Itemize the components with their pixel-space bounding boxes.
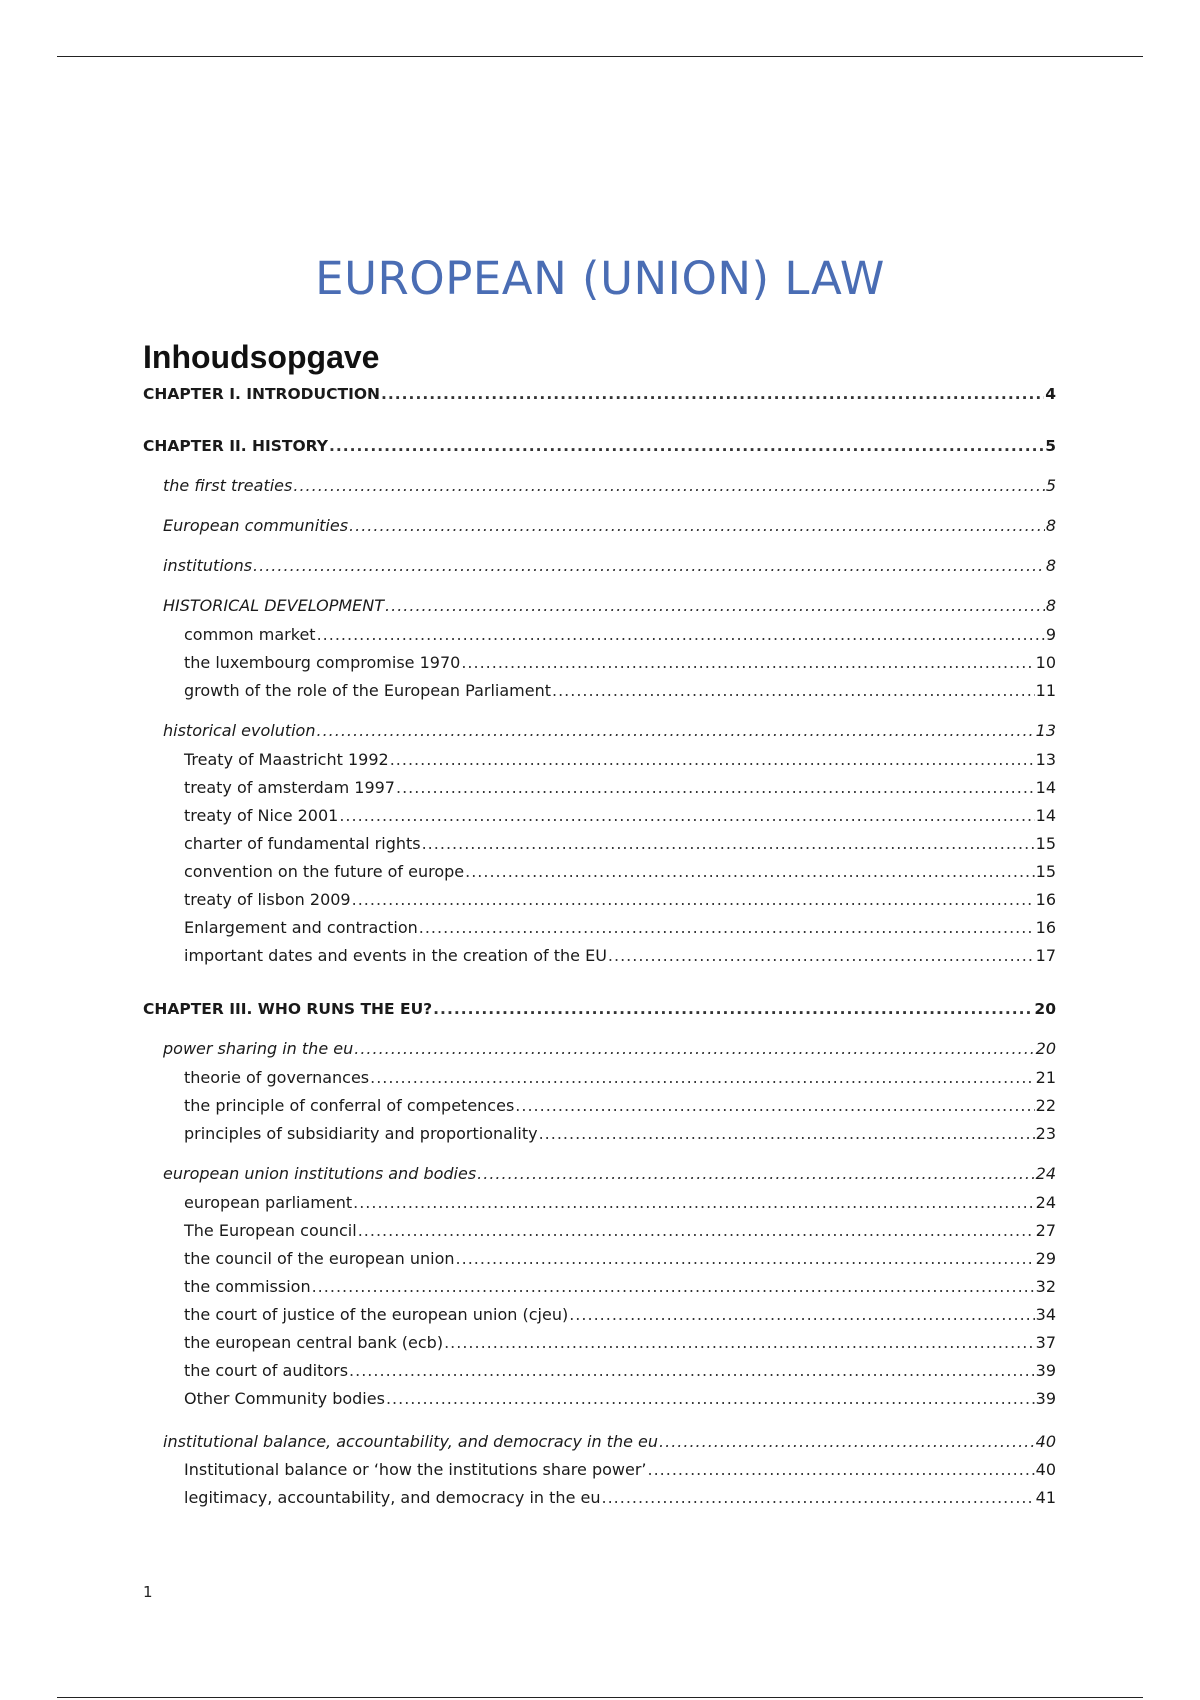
toc-entry[interactable] xyxy=(184,1221,1056,1241)
toc-entry-page: 16 xyxy=(1035,918,1056,937)
toc-entry-page: 13 xyxy=(1035,721,1056,740)
toc-entry[interactable] xyxy=(184,625,1056,645)
toc-entry[interactable] xyxy=(184,750,1056,770)
toc-entry-page: 14 xyxy=(1035,806,1056,825)
toc-entry[interactable] xyxy=(184,1333,1056,1353)
toc-leader xyxy=(433,999,1033,1019)
toc-entry-page: 16 xyxy=(1035,890,1056,909)
toc-entry-page: 10 xyxy=(1035,653,1056,672)
toc-heading: Inhoudsopgave xyxy=(143,338,380,375)
toc-entry-title: the luxembourg compromise 1970 xyxy=(184,653,461,672)
toc-leader xyxy=(515,1096,1034,1116)
toc-entry-page: 32 xyxy=(1035,1277,1056,1296)
toc-entry[interactable] xyxy=(184,834,1056,854)
toc-leader xyxy=(293,476,1044,496)
toc-entry-title: power sharing in the eu xyxy=(163,1039,354,1058)
toc-entry-title: CHAPTER II. HISTORY xyxy=(143,437,328,455)
toc-entry-title: institutions xyxy=(163,556,253,575)
toc-entry-title: charter of fundamental rights xyxy=(184,834,421,853)
toc-entry[interactable] xyxy=(184,1361,1056,1381)
toc-leader xyxy=(477,1164,1034,1184)
toc-entry[interactable] xyxy=(184,918,1056,938)
toc-entry[interactable] xyxy=(163,556,1056,576)
toc-entry-page: 15 xyxy=(1035,862,1056,881)
toc-entry[interactable] xyxy=(184,681,1056,701)
toc-leader xyxy=(349,516,1045,536)
toc-entry-page: 17 xyxy=(1035,946,1056,965)
toc-entry-page: 40 xyxy=(1035,1460,1056,1479)
toc-entry[interactable] xyxy=(184,1096,1056,1116)
toc-entry-page: 15 xyxy=(1035,834,1056,853)
toc-entry-page: 23 xyxy=(1035,1124,1056,1143)
toc-entry[interactable] xyxy=(184,806,1056,826)
toc-leader xyxy=(317,625,1045,645)
toc-leader xyxy=(370,1068,1035,1088)
toc-entry-page: 39 xyxy=(1035,1361,1056,1380)
toc-leader xyxy=(358,1221,1035,1241)
toc-entry-title: european union institutions and bodies xyxy=(163,1164,477,1183)
toc-entry-title: the european central bank (ecb) xyxy=(184,1333,444,1352)
toc-entry[interactable] xyxy=(143,384,1056,404)
toc-leader xyxy=(396,778,1035,798)
toc-leader xyxy=(339,806,1034,826)
toc-entry-title: theorie of governances xyxy=(184,1068,370,1087)
footer-rule xyxy=(57,1697,1143,1698)
toc-leader xyxy=(386,1389,1035,1409)
toc-entry[interactable] xyxy=(184,1124,1056,1144)
toc-entry-title: treaty of amsterdam 1997 xyxy=(184,778,395,797)
toc-entry-title: Other Community bodies xyxy=(184,1389,385,1408)
toc-leader xyxy=(349,1361,1035,1381)
toc-entry-title: Institutional balance or ‘how the institutions share power’ xyxy=(184,1460,647,1479)
header-rule xyxy=(57,56,1143,57)
toc-entry[interactable] xyxy=(163,476,1056,496)
toc-entry[interactable] xyxy=(184,778,1056,798)
toc-leader xyxy=(456,1249,1035,1269)
toc-entry-title: Treaty of Maastricht 1992 xyxy=(184,750,389,769)
toc-entry-page: 37 xyxy=(1035,1333,1056,1352)
toc-leader xyxy=(316,721,1034,741)
toc-entry-title: institutional balance, accountability, and democracy in the eu xyxy=(163,1432,659,1451)
toc-entry[interactable] xyxy=(184,653,1056,673)
toc-entry[interactable] xyxy=(184,1460,1056,1480)
toc-leader xyxy=(444,1333,1035,1353)
toc-entry-page: 40 xyxy=(1035,1432,1056,1451)
toc-entry-page: 5 xyxy=(1045,437,1056,455)
toc-entry-title: The European council xyxy=(184,1221,357,1240)
toc-leader xyxy=(608,946,1035,966)
toc-entry-title: the commission xyxy=(184,1277,311,1296)
toc-entry-title: treaty of lisbon 2009 xyxy=(184,890,351,909)
toc-entry-page: 24 xyxy=(1035,1193,1056,1212)
toc-leader xyxy=(352,890,1035,910)
toc-entry-page: 20 xyxy=(1034,1000,1056,1018)
toc-entry-title: CHAPTER III. WHO RUNS THE EU? xyxy=(143,1000,433,1018)
toc-leader xyxy=(381,384,1044,404)
toc-entry-title: European communities xyxy=(163,516,349,535)
toc-leader xyxy=(569,1305,1034,1325)
toc-entry-page: 14 xyxy=(1035,778,1056,797)
toc-entry-title: treaty of Nice 2001 xyxy=(184,806,339,825)
toc-entry[interactable] xyxy=(163,516,1056,536)
document-title: EUROPEAN (UNION) LAW xyxy=(315,252,885,306)
toc-entry-title: legitimacy, accountability, and democracy in the eu xyxy=(184,1488,601,1507)
toc-entry-page: 20 xyxy=(1035,1039,1056,1058)
toc-entry[interactable] xyxy=(184,1193,1056,1213)
toc-entry[interactable] xyxy=(184,1068,1056,1088)
toc-entry-title: the council of the european union xyxy=(184,1249,455,1268)
toc-entry-page: 21 xyxy=(1035,1068,1056,1087)
toc-leader xyxy=(422,834,1035,854)
toc-entry[interactable] xyxy=(184,890,1056,910)
toc-leader xyxy=(329,436,1044,456)
toc-leader xyxy=(465,862,1035,882)
toc-entry-title: the principle of conferral of competences xyxy=(184,1096,515,1115)
toc-entry-page: 5 xyxy=(1045,476,1056,495)
toc-leader xyxy=(419,918,1035,938)
toc-entry[interactable] xyxy=(184,1389,1056,1409)
toc-entry-page: 29 xyxy=(1035,1249,1056,1268)
toc-leader xyxy=(601,1488,1034,1508)
toc-leader xyxy=(312,1277,1035,1297)
toc-leader xyxy=(390,750,1035,770)
toc-leader xyxy=(385,596,1045,616)
toc-leader xyxy=(461,653,1034,673)
toc-entry[interactable] xyxy=(184,1249,1056,1269)
toc-entry[interactable] xyxy=(163,1432,1056,1452)
toc-entry-title: CHAPTER I. INTRODUCTION xyxy=(143,385,380,403)
toc-entry[interactable] xyxy=(163,1039,1056,1059)
page-number: 1 xyxy=(143,1583,153,1601)
toc-entry-title: Enlargement and contraction xyxy=(184,918,418,937)
toc-entry[interactable] xyxy=(163,721,1056,741)
toc-entry-page: 27 xyxy=(1035,1221,1056,1240)
toc-entry-title: important dates and events in the creation of the EU xyxy=(184,946,607,965)
toc-entry-title: HISTORICAL DEVELOPMENT xyxy=(163,596,385,615)
toc-entry[interactable] xyxy=(184,1277,1056,1297)
toc-leader xyxy=(659,1432,1035,1452)
toc-entry-title: the court of auditors xyxy=(184,1361,349,1380)
toc-entry-page: 8 xyxy=(1045,556,1056,575)
toc-entry-page: 4 xyxy=(1045,385,1056,403)
toc-entry-page: 9 xyxy=(1045,625,1056,644)
toc-entry[interactable] xyxy=(184,862,1056,882)
toc-entry-title: principles of subsidiarity and proportionality xyxy=(184,1124,538,1143)
toc-entry[interactable] xyxy=(163,596,1056,616)
toc-entry[interactable] xyxy=(184,1305,1056,1325)
toc-leader xyxy=(647,1460,1034,1480)
toc-entry-page: 11 xyxy=(1035,681,1056,700)
toc-leader xyxy=(539,1124,1035,1144)
toc-entry[interactable] xyxy=(143,999,1056,1019)
toc-entry[interactable] xyxy=(184,946,1056,966)
toc-entry-title: historical evolution xyxy=(163,721,316,740)
toc-entry-page: 22 xyxy=(1035,1096,1056,1115)
toc-entry-page: 8 xyxy=(1045,516,1056,535)
toc-entry-page: 13 xyxy=(1035,750,1056,769)
toc-entry-title: growth of the role of the European Parliament xyxy=(184,681,551,700)
toc-entry-title: the first treaties xyxy=(163,476,293,495)
toc-entry-page: 41 xyxy=(1035,1488,1056,1507)
toc-entry-title: convention on the future of europe xyxy=(184,862,465,881)
toc-entry-title: common market xyxy=(184,625,316,644)
toc-leader xyxy=(552,681,1035,701)
toc-entry-page: 34 xyxy=(1035,1305,1056,1324)
toc-entry[interactable] xyxy=(184,1488,1056,1508)
toc-entry[interactable] xyxy=(143,436,1056,456)
toc-entry-page: 24 xyxy=(1035,1164,1056,1183)
toc-leader xyxy=(353,1193,1035,1213)
toc-entry-page: 39 xyxy=(1035,1389,1056,1408)
toc-leader xyxy=(354,1039,1034,1059)
toc-entry-title: the court of justice of the european union (cjeu) xyxy=(184,1305,569,1324)
toc-entry-page: 8 xyxy=(1045,596,1056,615)
toc-leader xyxy=(253,556,1045,576)
toc-entry-title: european parliament xyxy=(184,1193,353,1212)
toc-entry[interactable] xyxy=(163,1164,1056,1184)
